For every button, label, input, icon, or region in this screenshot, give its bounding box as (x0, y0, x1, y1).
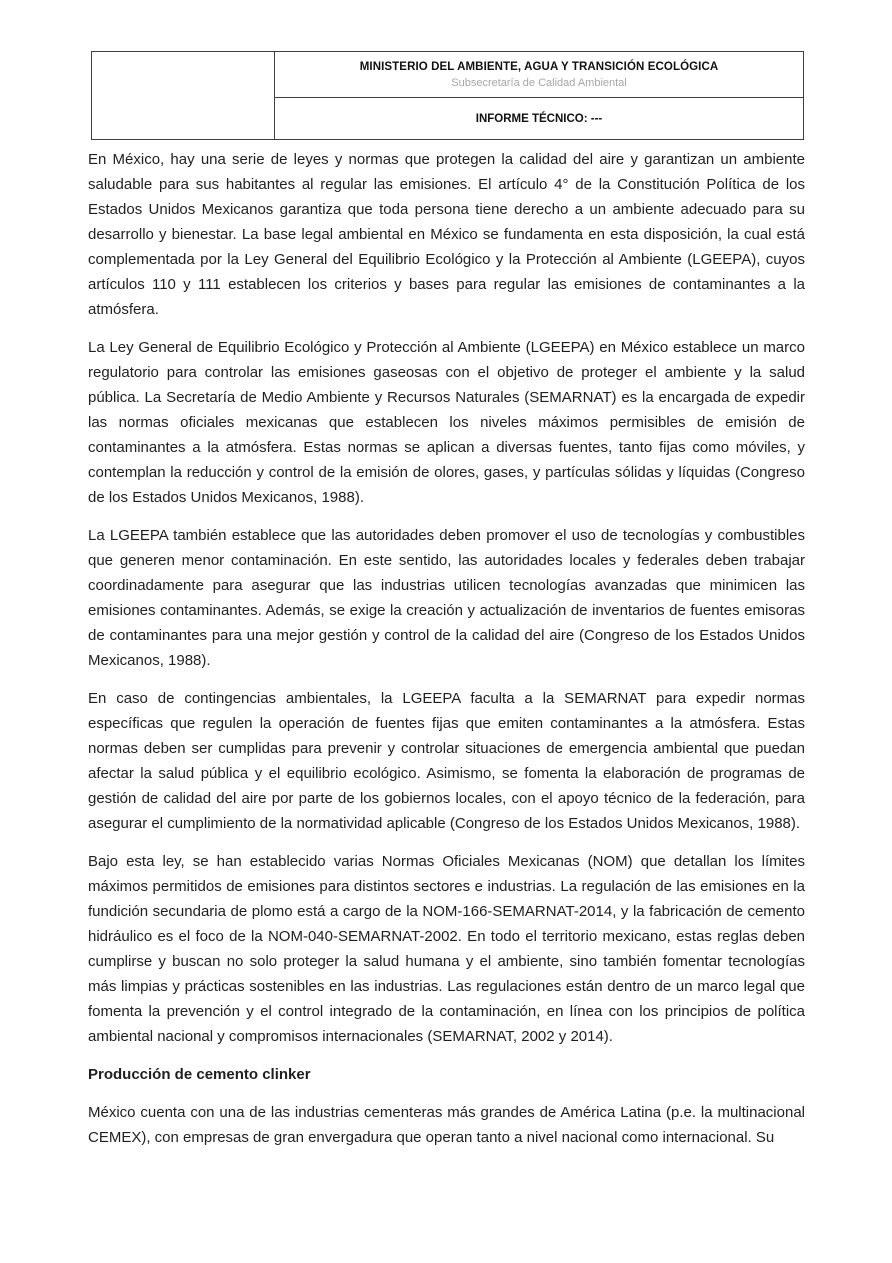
paragraph-lgeepa-technologies: La LGEEPA también establece que las autoridades deben promover el uso de tecnologías y combustibles que generen menor contaminación. En este sentido, las autoridades locales y federales deben trabajar coordinadamente para asegurar que las industrias utilicen tecnologías avanzadas que minimicen las emisiones contaminantes. Además, se exige la creación y actualización de inventarios de fuentes emisoras de contaminantes para una mejor gestión y control de la calidad del aire (Congreso de los Estados Unidos Mexicanos, 1988). (88, 527, 805, 669)
paragraph-environmental-contingencies: En caso de contingencias ambientales, la LGEEPA faculta a la SEMARNAT para expedir normas específicas que regulen la operación de fuentes fijas que emiten contaminantes a la atmósfera. Estas normas deben ser cumplidas para prevenir y controlar situaciones de emergencia ambiental que puedan afectar la salud pública y el equilibrio ecológico. Asimismo, se fomenta la elaboración de programas de gestión de calidad del aire por parte de los gobiernos locales, con el apoyo técnico de la federación, para asegurar el cumplimiento de la normatividad aplicable (Congreso de los Estados Unidos Mexicanos, 1988). (88, 690, 805, 832)
paragraph-lgeepa-overview: La Ley General de Equilibrio Ecológico y Protección al Ambiente (LGEEPA) en México establece un marco regulatorio para controlar las emisiones gaseosas con el objetivo de proteger el ambiente y la salud pública. La Secretaría de Medio Ambiente y Recursos Naturales (SEMARNAT) es la encargada de expedir las normas oficiales mexicanas que establecen los niveles máximos permisibles de emisión de contaminantes a la atmósfera. Estas normas se aplican a diversas fuentes, tanto fijas como móviles, y contemplan la reducción y control de la emisión de olores, gases, y partículas sólidas y líquidas (Congreso de los Estados Unidos Mexicanos, 1988). (88, 339, 805, 506)
report-title: INFORME TÉCNICO: --- (475, 112, 603, 125)
section-heading-cement-clinker: Producción de cemento clinker (88, 1066, 311, 1083)
paragraph-nom-standards: Bajo esta ley, se han establecido varias Normas Oficiales Mexicanas (NOM) que detallan los límites máximos permitidos de emisiones para distintos sectores e industrias. La regulación de las emisiones en la fundición secundaria de plomo está a cargo de la NOM-166-SEMARNAT-2014, y la fabricación de cemento hidráulico es el foco de la NOM-040-SEMARNAT-2002. En todo el territorio mexicano, estas reglas deben cumplirse y buscan no solo proteger la salud humana y el ambiente, sino también fomentar tecnologías más limpias y prácticas sostenibles en las industrias. Las regulaciones están dentro de un marco legal que fomenta la prevención y el control integrado de la contaminación, en línea con los principios de política ambiental nacional y compromisos internacionales (SEMARNAT, 2002 y 2014). (88, 853, 805, 1045)
header-table (91, 51, 804, 140)
paragraph-legal-framework: En México, hay una serie de leyes y normas que protegen la calidad del aire y garantizan un ambiente saludable para sus habitantes al regular las emisiones. El artículo 4° de la Constitución Política de los Estados Unidos Mexicanos garantiza que toda persona tiene derecho a un ambiente adecuado para su desarrollo y bienestar. La base legal ambiental en México se fundamenta en esta disposición, la cual está complementada por la Ley General del Equilibrio Ecológico y la Protección al Ambiente (LGEEPA), cuyos artículos 110 y 111 establecen los criterios y bases para regular las emisiones de contaminantes a la atmósfera. (88, 151, 805, 318)
ministry-header-cell (275, 52, 804, 98)
document-body (88, 147, 805, 1150)
ministry-title: MINISTERIO DEL AMBIENTE, AGUA Y TRANSICIÓN ECOLÓGICA (359, 61, 719, 73)
paragraph-cement-industry: México cuenta con una de las industrias cementeras más grandes de América Latina (p.e. la multinacional CEMEX), con empresas de gran envergadura que operan tanto a nivel nacional como internacional. Su (88, 1104, 805, 1146)
logo-cell (92, 52, 275, 140)
report-title-cell (275, 98, 804, 140)
subsecretariat-subtitle: Subsecretaría de Calidad Ambiental (451, 77, 627, 89)
